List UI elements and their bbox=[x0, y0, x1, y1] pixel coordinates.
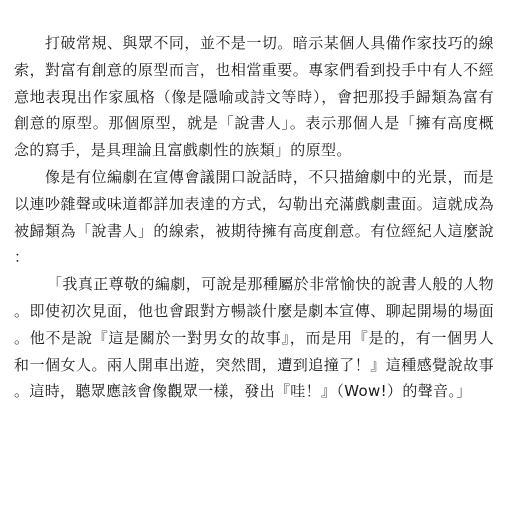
paragraph-agent-quote: 「我真正尊敬的編劇，可說是那種屬於非常愉快的說書人般的人物。即使初次見面，他也會跟對方暢談什麼是劇本宣傳、聊起開場的場面。他不是說『這是關於一對男女的故事』，而是用『是的，有一個男人和一個女人。兩人開車出遊，突然間，遭到追撞了！』這種感覺說故事。這時，聽眾應該會像觀眾一樣，發出『哇！』（Wow!）的聲音。」 bbox=[14, 275, 494, 401]
paragraph-storyteller-archetype: 打破常規、與眾不同，並不是一切。暗示某個人具備作家技巧的線索，對富有創意的原型而言，也相當重要。專家們看到投手中有人不經意地表現出作家風格（像是隱喻或詩文等時），會把那投手歸類為富有創意的原型。那個原型，就是「說書人」。表示那個人是「擁有高度概念的寫手，是具理論且富戲劇性的族類」的原型。 bbox=[14, 34, 494, 160]
paragraph-screenwriter-pitch: 像是有位編劇在宣傳會議開口說話時，不只描繪劇中的光景，而是以連吵雜聲或味道都詳加表達的方式，勾勒出充滿戲劇畫面。這就成為被歸類為「說書人」的線索，被期待擁有高度創意。有位經紀人這麼說： bbox=[14, 167, 494, 267]
document-body bbox=[14, 30, 494, 405]
